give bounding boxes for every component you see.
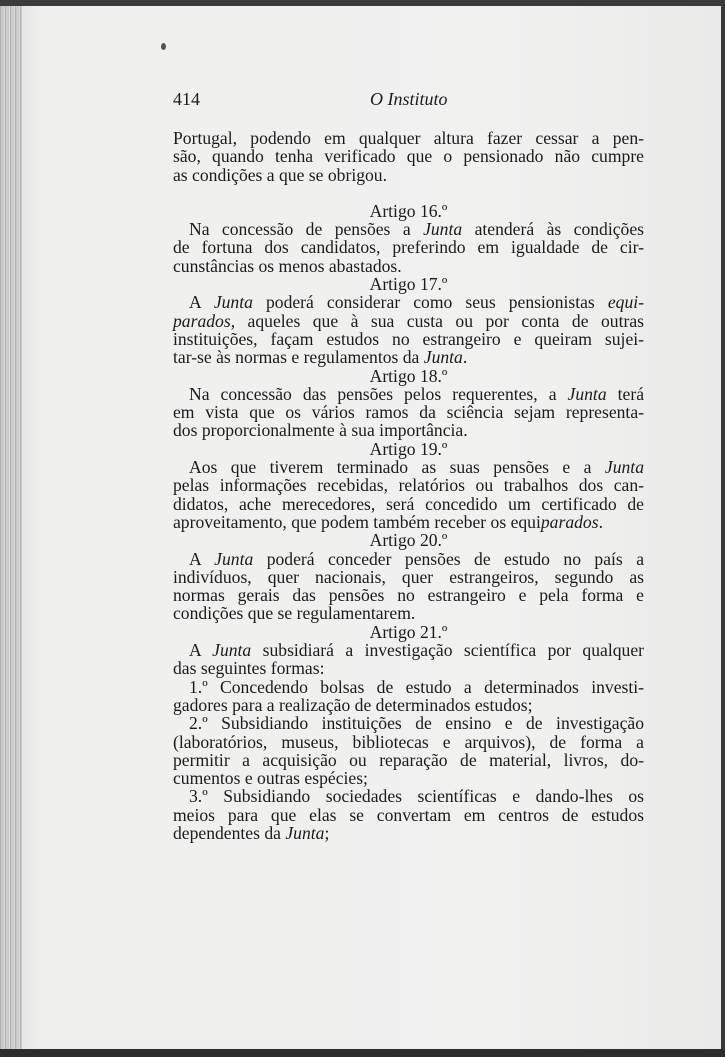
text-line: dos proporcionalmente à sua importância. (173, 420, 468, 441)
text-line: tar-se às normas e regulamentos da Junta. (173, 347, 468, 368)
article-heading: Artigo 17.º (369, 274, 448, 295)
text-line: A Junta poderá conceder pensões de estudo no país a (189, 548, 644, 569)
body-text (173, 129, 644, 842)
list-item-line: 1.º Concedendo bolsas de estudo a determinados investi- (189, 676, 644, 697)
text-line: Na concessão das pensões pelos requerentes, a Junta terá (189, 383, 645, 404)
page-header (173, 89, 643, 115)
text-line: condições que se regulamentarem. (173, 603, 416, 624)
text-line: aproveitamento, que podem também receber os equiparados. (173, 511, 603, 532)
book-binding-edge (0, 0, 22, 1057)
list-item-line: permitir a acquisição ou reparação de material, livros, do- (173, 749, 644, 770)
article-paragraph (173, 293, 644, 366)
text-line: normas gerais das pensões no estrangeiro e pela forma e (173, 585, 644, 606)
text-line: pelas informações recebidas, relatórios ou trabalhos dos can- (173, 475, 644, 496)
text-line: A Junta subsidiará a investigação scientífica por qualquer (189, 640, 644, 661)
text-line: das seguintes formas: (173, 658, 325, 679)
article-paragraph (173, 385, 644, 440)
ink-speck (161, 43, 166, 50)
page-number: 414 (173, 89, 200, 109)
list-item-line: cumentos e outras espécies; (173, 768, 368, 789)
list-item-line: (laboratórios, museus, bibliotecas e arquivos), de forma a (173, 731, 644, 752)
text-line: Aos que tiverem terminado as suas pensões e a Junta (189, 457, 644, 478)
running-title: O Instituto (370, 89, 448, 109)
article-heading: Artigo 18.º (369, 365, 448, 386)
article-paragraph (173, 220, 644, 275)
article-paragraph (173, 458, 644, 531)
list-item-line: 3.º Subsidiando sociedades scientíficas e dando-lhes os (189, 786, 644, 807)
text-line: são, quando tenha verificado que o pensionado não cumpre (173, 146, 644, 167)
scan-bottom-border (0, 1049, 725, 1057)
list-item-line: dependentes da Junta; (173, 822, 330, 843)
text-line: em vista que os vários ramos da sciência sejam representa- (173, 402, 644, 423)
text-line: indivíduos, quer nacionais, quer estrangeiros, segundo as (173, 566, 644, 587)
intro-paragraph (173, 129, 644, 184)
text-line: A Junta poderá considerar como seus pensionistas equi- (189, 292, 644, 313)
scan-top-border (0, 0, 725, 6)
list-item-line: gadores para a realização de determinados estudos; (173, 694, 533, 715)
text-line: cunstâncias os menos abastados. (173, 255, 402, 276)
text-line: de fortuna dos candidatos, preferindo em igualdade de cir- (173, 237, 644, 258)
text-line: Na concessão de pensões a Junta atenderá às condições (189, 219, 644, 240)
text-line: parados, aqueles que à sua custa ou por conta de outras (173, 310, 644, 331)
article-paragraph (173, 641, 644, 842)
article-heading: Artigo 19.º (369, 438, 448, 459)
list-item-line: meios para que elas se convertam em centros de estudos (173, 804, 644, 825)
text-line: instituições, façam estudos no estrangeiro e queiram sujei- (173, 328, 644, 349)
text-line: Portugal, podendo em qualquer altura fazer cessar a pen- (173, 128, 644, 148)
scan-right-border (721, 0, 725, 1057)
text-line: didatos, ache merecedores, será concedido um certificado de (173, 493, 644, 514)
article-paragraph (173, 550, 644, 623)
text-line: as condições a que se obrigou. (173, 164, 387, 185)
article-heading: Artigo 20.º (369, 530, 448, 551)
list-item-line: 2.º Subsidiando instituições de ensino e de investigação (189, 713, 644, 734)
article-heading: Artigo 16.º (369, 200, 448, 221)
article-heading: Artigo 21.º (369, 621, 448, 642)
